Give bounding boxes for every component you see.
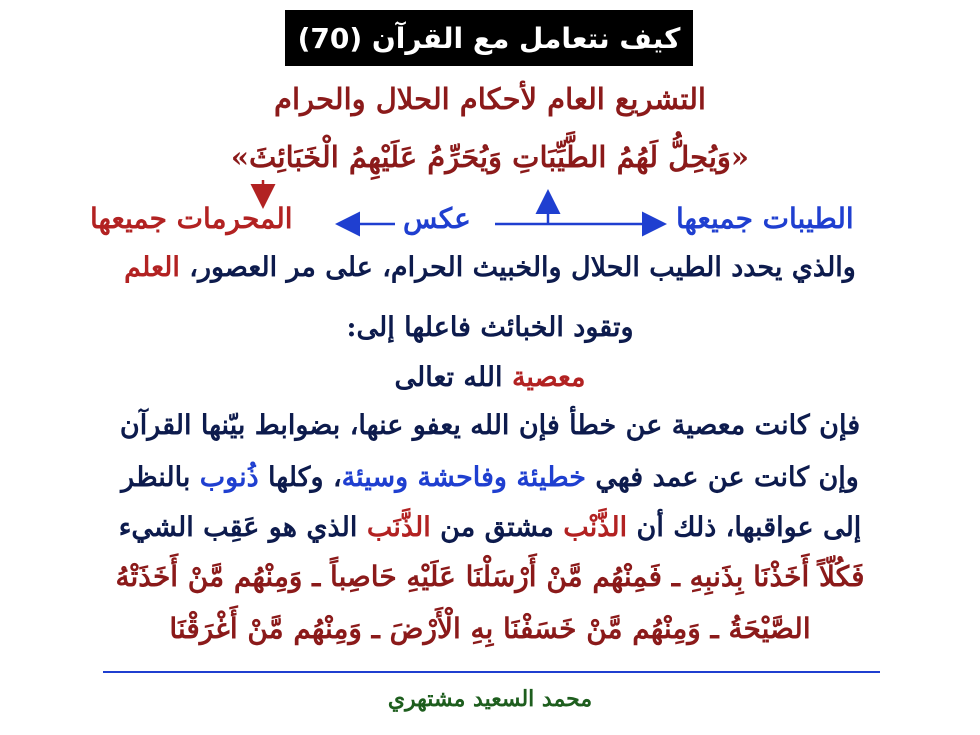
- muharramat-label: المحرمات جميعها: [90, 202, 293, 235]
- paragraph-line-6-b: الذَّنْب: [563, 512, 628, 543]
- paragraph-line-2: وتقود الخبائث فاعلها إلى:: [346, 312, 634, 343]
- paragraph-line-6-d: الذَّنَب: [366, 512, 431, 543]
- paragraph-line-3: [0, 362, 980, 393]
- paragraph-line-6-c: مشتق من: [430, 512, 564, 543]
- paragraph-line-5: [0, 462, 980, 493]
- paragraph-line-1-highlight: العلم: [124, 252, 180, 283]
- verse-text: «وَيُحِلُّ لَهُمُ الطَّيِّبَاتِ وَيُحَرِّمُ عَلَيْهِمُ الْخَبَائِثَ»: [230, 140, 750, 174]
- quran-line-1: فَكُلّاً أَخَذْنَا بِذَنبِهِ ـ فَمِنْهُم مَّنْ أَرْسَلْنَا عَلَيْهِ حَاصِباً ـ وَمِنْهُم مَّنْ أَخَذَتْهُ: [115, 560, 865, 593]
- paragraph-line-6: [0, 512, 980, 543]
- paragraph-line-5-d: ذُنوب: [199, 462, 259, 493]
- aks-label: عكس: [403, 202, 471, 235]
- paragraph-line-1: [0, 252, 980, 283]
- paragraph-line-6-a: إلى عواقبها، ذلك أن: [627, 512, 862, 543]
- section-heading: التشريع العام لأحكام الحلال والحرام: [274, 82, 706, 116]
- paragraph-line-5-c: ، وكلها: [258, 462, 342, 493]
- page-title: كيف نتعامل مع القرآن (70): [285, 10, 693, 66]
- paragraph-line-5-e: بالنظر: [121, 462, 200, 493]
- paragraph-line-5-a: وإن كانت عن عمد فهي: [585, 462, 859, 493]
- paragraph-line-3-main: الله تعالى: [394, 362, 512, 393]
- paragraph-line-3-highlight: معصية: [511, 362, 586, 393]
- author-name: محمد السعيد مشتهري: [387, 686, 593, 712]
- paragraph-line-6-e: الذي هو عَقِب الشيء: [118, 512, 367, 543]
- paragraph-line-5-b: خطيئة وفاحشة وسيئة: [341, 462, 586, 493]
- quran-line-2: الصَّيْحَةُ ـ وَمِنْهُم مَّنْ خَسَفْنَا بِهِ الْأَرْضَ ـ وَمِنْهُم مَّنْ أَغْرَقْنَا: [169, 612, 811, 645]
- paragraph-line-4: فإن كانت معصية عن خطأ فإن الله يعفو عنها، بضوابط بيّنها القرآن: [119, 410, 861, 441]
- tayyibat-label: الطيبات جميعها: [676, 202, 854, 235]
- divider-line: [103, 671, 880, 673]
- paragraph-line-1-main: والذي يحدد الطيب الحلال والخبيث الحرام، على مر العصور،: [179, 252, 856, 283]
